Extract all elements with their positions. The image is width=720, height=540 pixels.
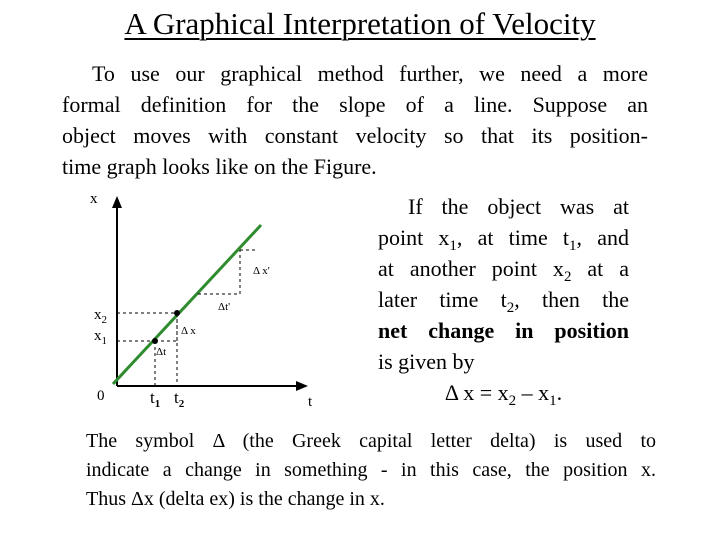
delta-t-label: Δt	[156, 346, 167, 358]
side-line: If the object was at	[408, 194, 629, 219]
bottom-line: indicate a change in something - in this case, the position x.	[86, 459, 656, 481]
side-line: is given by	[378, 349, 475, 374]
t2-label: $t_2$	[174, 388, 185, 410]
velocity-line	[113, 225, 261, 384]
point-2	[174, 310, 180, 316]
x1-label: $x_1$	[94, 328, 107, 347]
bottom-line: Thus Δx (delta ex) is the change in x.	[86, 488, 385, 510]
intro-paragraph	[62, 58, 648, 182]
bottom-line: The symbol Δ (the Greek capital letter delta) is used to	[86, 430, 656, 452]
delta-x-label: Δ x	[181, 325, 196, 337]
y-axis-label: x	[90, 191, 98, 207]
y-axis-arrow	[112, 196, 122, 208]
side-paragraph	[378, 191, 629, 408]
point-1	[152, 338, 158, 344]
dashed-guides	[117, 250, 258, 386]
intro-line: time graph looks like on the Figure.	[62, 154, 377, 179]
intro-line: object moves with constant velocity so that its position-	[62, 123, 648, 148]
delta-x-prime-label: Δ x'	[253, 265, 270, 277]
side-line: point $x_1$, at time $t_1$, and	[378, 225, 629, 254]
x2-label: $x_2$	[94, 307, 107, 326]
net-change-phrase: net change in position	[378, 318, 629, 343]
x-axis-arrow	[296, 381, 308, 391]
delta-x-formula: Δ $x = x_2 - x_1$.	[444, 380, 563, 409]
side-line: later time $t_2$, then the	[378, 287, 629, 316]
x-axis-label: t	[308, 394, 313, 410]
t1-label: $t_1$	[150, 388, 161, 410]
page-title: A Graphical Interpretation of Velocity	[124, 6, 596, 41]
intro-line: To use our graphical method further, we need a more	[92, 61, 648, 86]
side-line: at another point $x_2$ at a	[378, 256, 629, 285]
delta-t-prime-label: Δt'	[218, 301, 231, 313]
intro-line: formal definition for the slope of a line. Suppose an	[62, 92, 648, 117]
origin-label: 0	[97, 388, 105, 404]
position-time-graph	[80, 186, 320, 411]
bottom-paragraph	[86, 427, 656, 514]
